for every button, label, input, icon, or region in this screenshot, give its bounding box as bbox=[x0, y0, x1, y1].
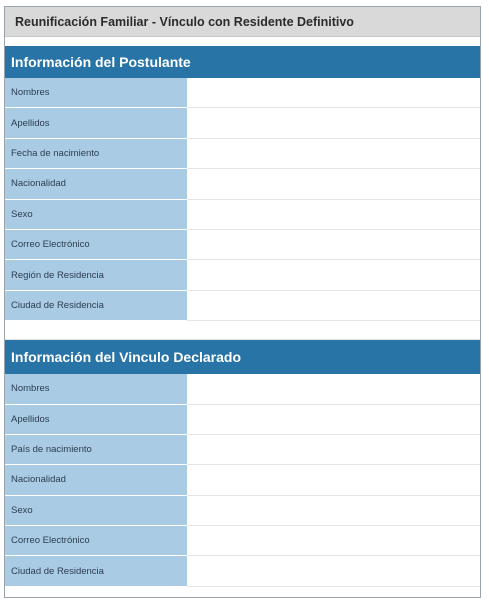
field-row-region bbox=[5, 260, 480, 290]
field-value-nombres bbox=[187, 374, 480, 404]
field-label: Sexo bbox=[5, 200, 187, 230]
field-value-region bbox=[187, 260, 480, 290]
field-row-ciudad bbox=[5, 291, 480, 321]
field-label: Sexo bbox=[5, 496, 187, 526]
field-value-ciudad bbox=[187, 291, 480, 321]
application-panel bbox=[4, 6, 481, 598]
field-value-apellidos bbox=[187, 405, 480, 435]
field-label: Correo Electrónico bbox=[5, 230, 187, 260]
section-postulante bbox=[5, 46, 480, 321]
field-label: Apellidos bbox=[5, 108, 187, 138]
field-value-fecha-nacimiento bbox=[187, 139, 480, 169]
field-value-pais-nacimiento bbox=[187, 435, 480, 465]
field-label: Ciudad de Residencia bbox=[5, 291, 187, 321]
field-label: Región de Residencia bbox=[5, 260, 187, 290]
field-label: Fecha de nacimiento bbox=[5, 139, 187, 169]
field-row-sexo bbox=[5, 496, 480, 526]
field-value-correo bbox=[187, 526, 480, 556]
field-value-correo bbox=[187, 230, 480, 260]
field-label: Apellidos bbox=[5, 405, 187, 435]
field-label: Nombres bbox=[5, 78, 187, 108]
field-row-nacionalidad bbox=[5, 465, 480, 495]
field-label: Nacionalidad bbox=[5, 169, 187, 199]
field-row-fecha-nacimiento bbox=[5, 139, 480, 169]
spacer bbox=[5, 37, 480, 46]
field-row-correo bbox=[5, 526, 480, 556]
field-label: Nombres bbox=[5, 374, 187, 404]
field-row-ciudad bbox=[5, 556, 480, 586]
field-value-nombres bbox=[187, 78, 480, 108]
field-label: País de nacimiento bbox=[5, 435, 187, 465]
field-row-apellidos bbox=[5, 108, 480, 138]
field-row-nacionalidad bbox=[5, 169, 480, 199]
section-vinculo bbox=[5, 340, 480, 587]
field-value-sexo bbox=[187, 496, 480, 526]
field-label: Nacionalidad bbox=[5, 465, 187, 495]
field-value-nacionalidad bbox=[187, 465, 480, 495]
field-row-correo bbox=[5, 230, 480, 260]
field-row-sexo bbox=[5, 200, 480, 230]
section-title-vinculo: Información del Vinculo Declarado bbox=[11, 349, 242, 366]
page-title: Reunificación Familiar - Vínculo con Residente Definitivo bbox=[15, 14, 354, 29]
field-value-ciudad bbox=[187, 556, 480, 586]
field-value-nacionalidad bbox=[187, 169, 480, 199]
spacer bbox=[5, 321, 480, 340]
field-value-sexo bbox=[187, 200, 480, 230]
field-label: Ciudad de Residencia bbox=[5, 556, 187, 586]
page-title-bar bbox=[5, 7, 480, 37]
field-row-nombres bbox=[5, 78, 480, 108]
field-row-apellidos bbox=[5, 405, 480, 435]
field-row-nombres bbox=[5, 374, 480, 404]
section-title-postulante: Información del Postulante bbox=[11, 54, 191, 70]
section-header-vinculo bbox=[5, 340, 480, 374]
field-row-pais-nacimiento bbox=[5, 435, 480, 465]
section-header-postulante bbox=[5, 46, 480, 78]
field-value-apellidos bbox=[187, 108, 480, 138]
field-label: Correo Electrónico bbox=[5, 526, 187, 556]
